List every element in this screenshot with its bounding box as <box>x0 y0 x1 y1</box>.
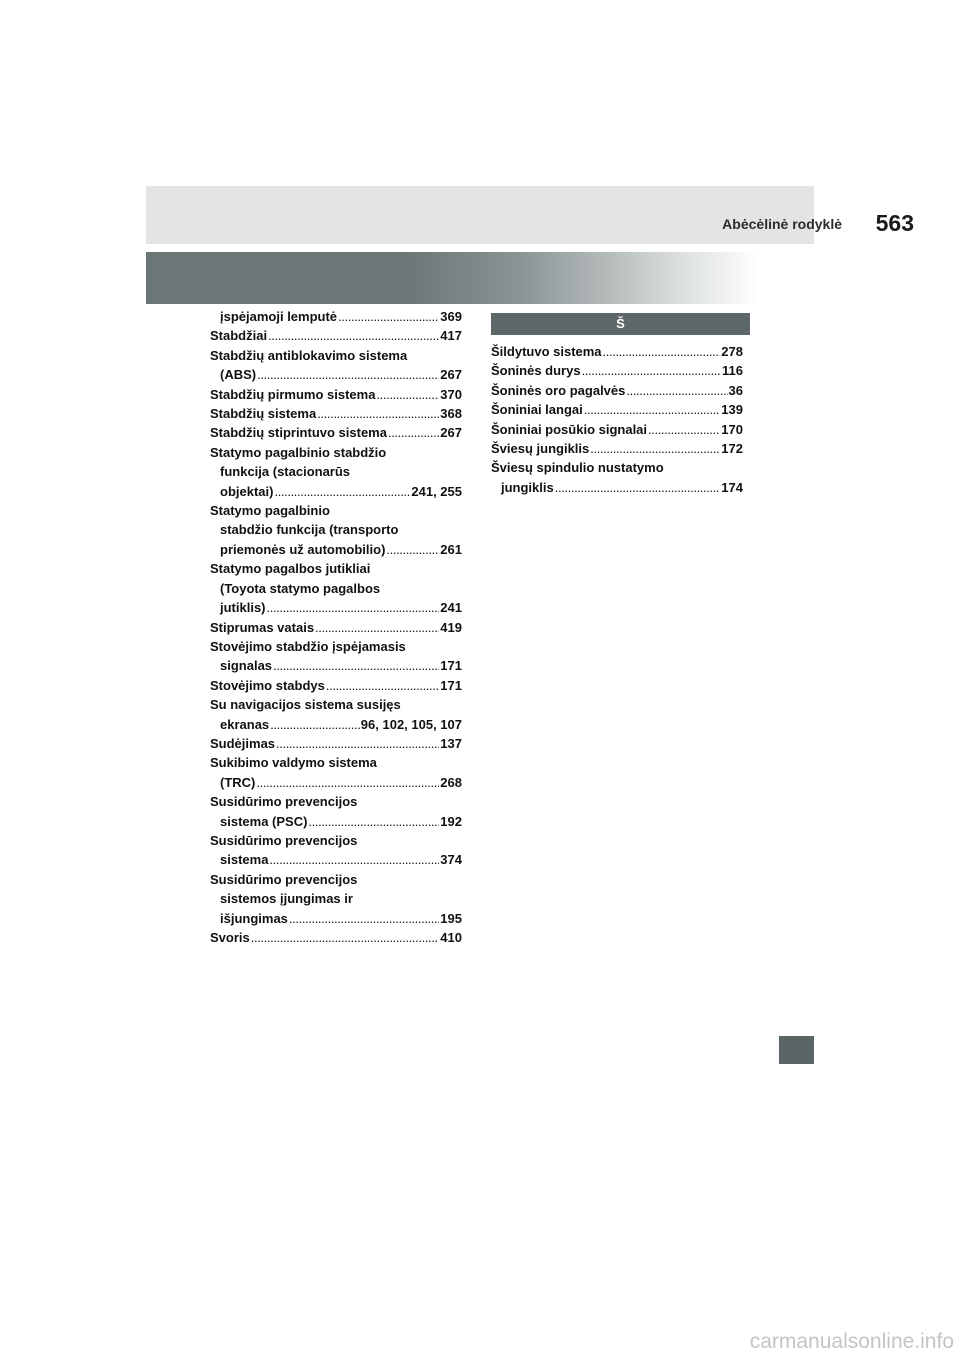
dot-leader <box>308 812 439 831</box>
dot-leader <box>326 676 439 695</box>
dot-leader <box>270 715 360 734</box>
dot-leader <box>251 928 440 947</box>
dot-leader <box>274 482 410 501</box>
index-entry-term: Šoniniai langai <box>491 402 583 418</box>
index-entry-page: 116 <box>722 363 743 379</box>
index-entry-page: 267 <box>440 425 462 441</box>
index-entry <box>491 361 743 380</box>
index-entry-term: Stabdžių stiprintuvo sistema <box>210 425 387 441</box>
index-entry-term: Šoniniai posūkio signalai <box>491 421 648 437</box>
dot-leader <box>276 734 439 753</box>
index-entry <box>491 381 743 400</box>
index-entry <box>210 443 462 501</box>
dot-leader <box>582 361 721 380</box>
dot-leader <box>257 365 439 384</box>
header-bar <box>146 186 814 244</box>
index-entry-term: jutiklis) <box>220 600 266 616</box>
index-entry-page: 369 <box>440 309 462 324</box>
index-entry-page: 267 <box>440 367 462 383</box>
index-entry-term: ekranas <box>220 716 270 732</box>
index-entry-term: įspėjamoji lemputė <box>220 309 338 324</box>
index-entry <box>491 342 743 361</box>
index-entry-text: Stabdžių antiblokavimo sistema <box>210 347 408 363</box>
index-entry-page: 195 <box>440 910 462 926</box>
index-entry-text: sistemos įjungimas ir <box>220 891 353 907</box>
index-entry-line <box>210 656 462 675</box>
index-entry <box>210 792 462 831</box>
index-entry-line <box>491 361 743 380</box>
index-entry-page: 174 <box>721 479 743 495</box>
index-column-left <box>210 307 462 947</box>
index-entry <box>210 346 462 385</box>
watermark: carmanualsonline.info <box>749 1330 954 1353</box>
index-entry-page: 171 <box>440 677 462 693</box>
dot-leader <box>626 381 727 400</box>
index-entry-line <box>210 909 462 928</box>
index-entry <box>491 420 743 439</box>
section-title: Abėcėlinė rodyklė <box>722 216 842 232</box>
index-entry-line <box>210 928 462 947</box>
index-entry-line <box>210 385 462 404</box>
index-entry-term: Stiprumas vatais <box>210 619 315 635</box>
index-entry-line <box>491 400 743 419</box>
index-entry-term: Stabdžių sistema <box>210 406 317 422</box>
index-entry <box>210 307 462 326</box>
index-entry-text: Statymo pagalbinio <box>210 503 330 519</box>
index-entry-page: 278 <box>721 344 743 359</box>
index-entry-text: Susidūrimo prevencijos <box>210 794 358 810</box>
index-entry-line <box>210 773 462 792</box>
dot-leader <box>386 540 439 559</box>
dot-leader <box>603 342 721 361</box>
index-entry-line <box>491 342 743 361</box>
index-entry-term: Stabdžiai <box>210 328 268 344</box>
index-entry <box>491 458 743 497</box>
index-entry-line <box>210 540 462 559</box>
index-entry-term: sistema <box>220 852 269 868</box>
dot-leader <box>315 618 439 637</box>
dot-leader <box>555 478 721 497</box>
index-entry <box>210 423 462 442</box>
index-entry-line <box>210 676 462 695</box>
dot-leader <box>268 326 439 345</box>
index-entry-line <box>210 734 462 753</box>
index-entry <box>210 404 462 423</box>
index-entry-line <box>491 478 743 497</box>
index-entry-term: priemonės už automobilio) <box>220 541 386 557</box>
dot-leader <box>376 385 439 404</box>
index-entry-text: Statymo pagalbos jutikliai <box>210 561 371 577</box>
index-entry-page: 137 <box>440 735 462 751</box>
index-entry <box>210 637 462 676</box>
index-entry-term: Šildytuvo sistema <box>491 344 602 359</box>
index-entry-text: funkcija (stacionarūs <box>220 464 351 480</box>
index-entry-term: (TRC) <box>220 774 256 790</box>
index-entry-text: Šviesų spindulio nustatymo <box>491 460 664 476</box>
index-entry-line <box>210 715 462 734</box>
dot-leader <box>590 439 720 458</box>
thumb-tab[interactable] <box>779 1036 814 1064</box>
index-entry-line <box>210 618 462 637</box>
index-entry-page: 374 <box>440 852 462 868</box>
index-entry-line <box>491 420 743 439</box>
index-entry-text: Susidūrimo prevencijos <box>210 871 358 887</box>
page-number: 563 <box>875 210 914 236</box>
dot-leader <box>256 773 439 792</box>
index-entry-page: 139 <box>721 402 743 418</box>
dot-leader <box>317 404 439 423</box>
index-entry-term: objektai) <box>220 483 274 499</box>
dot-leader <box>584 400 721 419</box>
index-entry-text: stabdžio funkcija (transporto <box>220 522 399 538</box>
index-entry-term: signalas <box>220 658 273 674</box>
index-entry-page: 96, 102, 105, 107 <box>360 716 462 732</box>
index-entry-page: 368 <box>440 406 462 422</box>
index-entry-term: jungiklis <box>501 479 554 495</box>
index-entry <box>210 385 462 404</box>
index-entry <box>210 618 462 637</box>
index-entry-term: Stovėjimo stabdys <box>210 677 325 693</box>
index-entry-page: 370 <box>440 386 462 402</box>
index-entry <box>210 753 462 792</box>
index-entry-line <box>210 423 462 442</box>
index-entry-term: išjungimas <box>220 910 288 926</box>
index-entry-text: Statymo pagalbinio stabdžio <box>210 444 387 460</box>
index-entry-line <box>210 307 462 326</box>
index-entry-line <box>210 404 462 423</box>
index-entry-line <box>210 365 462 384</box>
index-entry <box>491 400 743 419</box>
index-entry-page: 417 <box>440 328 462 344</box>
dot-leader <box>273 656 439 675</box>
dot-leader <box>289 909 439 928</box>
dot-leader <box>648 420 720 439</box>
index-entry-text: Stovėjimo stabdžio įspėjamasis <box>210 638 406 654</box>
index-entry-page: 261 <box>440 541 462 557</box>
index-entry-line <box>491 439 743 458</box>
gradient-band <box>146 252 814 304</box>
index-entry-line <box>210 598 462 617</box>
letter-header: Š <box>491 313 750 335</box>
index-entry-term: Šoninės oro pagalvės <box>491 382 626 398</box>
index-entry-line <box>210 326 462 345</box>
index-entry <box>210 831 462 870</box>
dot-leader <box>388 423 439 442</box>
index-entry-page: 268 <box>440 774 462 790</box>
index-entry <box>210 501 462 559</box>
index-entry-term: Svoris <box>210 930 250 945</box>
index-entry <box>210 676 462 695</box>
index-entry-line <box>210 482 462 501</box>
index-entry <box>210 559 462 617</box>
index-entry <box>210 928 462 947</box>
index-entry-text: Su navigacijos sistema susijęs <box>210 697 401 713</box>
index-entry-text: (Toyota statymo pagalbos <box>220 580 381 596</box>
index-entry-line <box>210 850 462 869</box>
index-entry-page: 192 <box>440 813 462 829</box>
index-column-right <box>491 342 743 497</box>
index-entry-term: Šoninės durys <box>491 363 581 379</box>
index-entry-page: 419 <box>440 619 462 635</box>
index-entry <box>491 439 743 458</box>
index-entry-term: Šviesų jungiklis <box>491 441 590 457</box>
index-entry <box>210 734 462 753</box>
index-entry-term: sistema (PSC) <box>220 813 308 829</box>
index-entry-text: Sukibimo valdymo sistema <box>210 755 377 771</box>
index-entry-term: Stabdžių pirmumo sistema <box>210 386 376 402</box>
index-entry-page: 171 <box>440 658 462 674</box>
index-entry-page: 172 <box>721 441 743 457</box>
dot-leader <box>269 850 439 869</box>
index-entry-line <box>210 812 462 831</box>
dot-leader <box>338 307 439 326</box>
index-entry-page: 241 <box>440 600 462 616</box>
index-entry-line <box>491 381 743 400</box>
index-entry-text: Susidūrimo prevencijos <box>210 832 358 848</box>
index-entry-page: 36 <box>728 382 743 398</box>
index-entry-page: 410 <box>440 930 462 945</box>
index-entry-term: Sudėjimas <box>210 735 276 751</box>
index-entry-page: 241, 255 <box>411 483 462 499</box>
index-entry <box>210 870 462 928</box>
index-entry-term: (ABS) <box>220 367 257 383</box>
dot-leader <box>267 598 440 617</box>
index-entry-page: 170 <box>721 421 743 437</box>
index-entry <box>210 695 462 734</box>
index-entry <box>210 326 462 345</box>
